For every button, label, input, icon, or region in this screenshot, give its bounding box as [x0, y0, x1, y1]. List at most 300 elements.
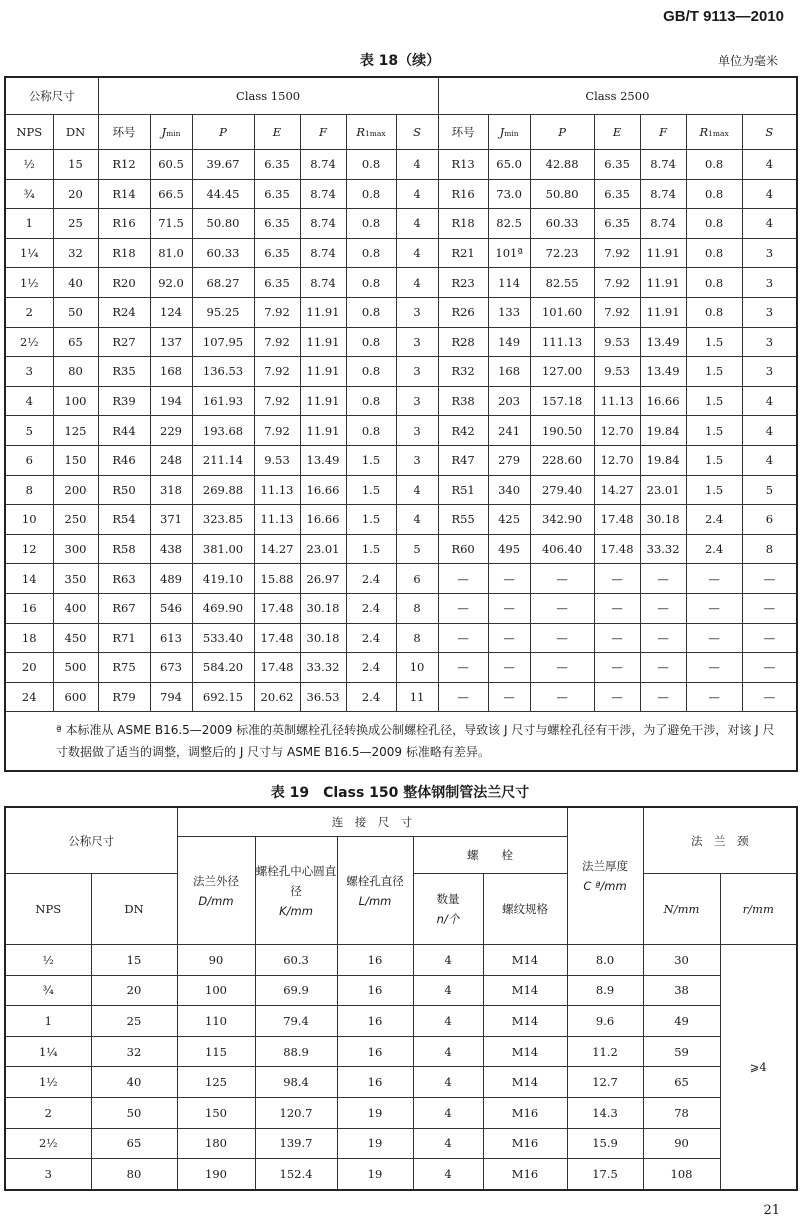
table-cell: 20 — [5, 653, 53, 683]
table-cell: 59 — [643, 1036, 720, 1067]
table-cell: 6 — [5, 445, 53, 475]
table-cell: 7.92 — [254, 297, 300, 327]
table-cell: 533.40 — [192, 623, 254, 653]
table-cell: 1.5 — [686, 475, 742, 505]
table-cell: 0.8 — [686, 238, 742, 268]
p-header: P — [192, 115, 254, 150]
table-cell: 4 — [396, 179, 438, 209]
table-cell: 16.66 — [640, 386, 686, 416]
table-cell: 15.9 — [567, 1128, 643, 1159]
table-cell: 80 — [53, 357, 98, 387]
table-cell: — — [640, 593, 686, 623]
neck-n-header: N/mm — [643, 874, 720, 945]
table-cell: 25 — [53, 209, 98, 239]
table-cell: 12 — [5, 534, 53, 564]
table-cell: 350 — [53, 564, 98, 594]
table-cell: 6.35 — [254, 238, 300, 268]
table-cell: — — [438, 653, 488, 683]
table-cell: 42.88 — [530, 150, 594, 180]
table-cell: ¾ — [5, 179, 53, 209]
table-cell: 23.01 — [300, 534, 346, 564]
column-header-row — [5, 115, 797, 150]
table-cell: 5 — [742, 475, 797, 505]
table-cell: 211.14 — [192, 445, 254, 475]
table-cell: 9.6 — [567, 1006, 643, 1037]
nps-header: NPS — [5, 115, 53, 150]
table-cell: 300 — [53, 534, 98, 564]
table-cell: 3 — [396, 445, 438, 475]
table-cell: 120.7 — [255, 1097, 337, 1128]
table-cell: R13 — [438, 150, 488, 180]
table-cell: 0.8 — [346, 357, 396, 387]
j-header: Jmin — [488, 115, 530, 150]
table-cell: R60 — [438, 534, 488, 564]
table-cell: 168 — [150, 357, 192, 387]
table-cell: 0.8 — [346, 386, 396, 416]
table-cell: 5 — [5, 416, 53, 446]
table-cell: 4 — [742, 209, 797, 239]
table-cell: 342.90 — [530, 505, 594, 535]
table-cell: 24 — [5, 682, 53, 712]
table-cell: 3 — [396, 297, 438, 327]
table-cell: 9.53 — [594, 357, 640, 387]
table-cell: 30.18 — [300, 593, 346, 623]
table-cell: 80 — [91, 1159, 177, 1190]
table-cell: 0.8 — [346, 327, 396, 357]
table-cell: 450 — [53, 623, 98, 653]
table-cell: 546 — [150, 593, 192, 623]
table-cell: 30.18 — [300, 623, 346, 653]
table-cell: — — [594, 593, 640, 623]
flange-thickness-header: 法兰厚度 C ª/mm — [567, 807, 643, 945]
table-cell: R16 — [438, 179, 488, 209]
table-cell: 78 — [643, 1097, 720, 1128]
table-19 — [4, 806, 798, 1191]
table-cell: R39 — [98, 386, 150, 416]
table-row — [5, 445, 797, 475]
table-cell: 11 — [396, 682, 438, 712]
class-2500-header: Class 2500 — [438, 77, 797, 115]
table-cell: 1½ — [5, 268, 53, 298]
table-cell: 2½ — [5, 327, 53, 357]
table-cell: — — [594, 653, 640, 683]
table-cell: — — [640, 623, 686, 653]
table-cell: 92.0 — [150, 268, 192, 298]
table-cell: R55 — [438, 505, 488, 535]
table-cell: 139.7 — [255, 1128, 337, 1159]
table-cell: 4 — [742, 445, 797, 475]
table-cell: M14 — [483, 975, 567, 1006]
table-cell: 30.18 — [640, 505, 686, 535]
table-cell: 69.9 — [255, 975, 337, 1006]
table-cell: 65 — [643, 1067, 720, 1098]
table-cell: 4 — [396, 209, 438, 239]
table-cell: 0.8 — [346, 416, 396, 446]
table-cell: 15.88 — [254, 564, 300, 594]
table-cell: R23 — [438, 268, 488, 298]
j-header: Jmin — [150, 115, 192, 150]
table-cell: R35 — [98, 357, 150, 387]
table-cell: 14.3 — [567, 1097, 643, 1128]
table-cell: 500 — [53, 653, 98, 683]
table-cell: 4 — [396, 505, 438, 535]
table-row — [5, 564, 797, 594]
table-cell: 0.8 — [346, 297, 396, 327]
table-cell: 8.74 — [300, 209, 346, 239]
table-cell: 1.5 — [686, 416, 742, 446]
table-cell: 1.5 — [346, 505, 396, 535]
table-cell: 15 — [53, 150, 98, 180]
table-cell: 16 — [337, 1067, 413, 1098]
table-cell: 16 — [5, 593, 53, 623]
table-cell: 1.5 — [346, 445, 396, 475]
table-cell: 50 — [53, 297, 98, 327]
table-cell: 1¼ — [5, 238, 53, 268]
bolt-qty-header: 数量 n/个 — [413, 874, 483, 945]
table-cell: 111.13 — [530, 327, 594, 357]
table-cell: 7.92 — [594, 297, 640, 327]
table-cell: 14.27 — [594, 475, 640, 505]
flange-outer-dia-header: 法兰外径 D/mm — [177, 837, 255, 945]
table-cell: 110 — [177, 1006, 255, 1037]
table-cell: 16 — [337, 975, 413, 1006]
table-cell: 17.5 — [567, 1159, 643, 1190]
table-cell: R44 — [98, 416, 150, 446]
table-cell: M14 — [483, 945, 567, 976]
table-cell: 82.55 — [530, 268, 594, 298]
table-cell: 6 — [396, 564, 438, 594]
table-cell: 50.80 — [530, 179, 594, 209]
table-cell: 279.40 — [530, 475, 594, 505]
table-cell: R24 — [98, 297, 150, 327]
table-cell: 11.91 — [300, 297, 346, 327]
neck-r-header: r/mm — [720, 874, 797, 945]
table-cell: 12.7 — [567, 1067, 643, 1098]
table-cell: 7.92 — [254, 327, 300, 357]
class-1500-header: Class 1500 — [98, 77, 438, 115]
table-cell: 71.5 — [150, 209, 192, 239]
table-cell: 0.8 — [686, 209, 742, 239]
table-cell: 20.62 — [254, 682, 300, 712]
table-cell: — — [438, 564, 488, 594]
table-cell: 32 — [91, 1036, 177, 1067]
table-cell: 157.18 — [530, 386, 594, 416]
table-cell: 16 — [337, 1006, 413, 1037]
table-cell: 20 — [91, 975, 177, 1006]
table-cell: 6.35 — [594, 150, 640, 180]
table-cell: 72.23 — [530, 238, 594, 268]
table-cell: 4 — [413, 1128, 483, 1159]
table-cell: — — [438, 593, 488, 623]
table-cell: 613 — [150, 623, 192, 653]
bolt-hole-dia-header: 螺栓孔直径 L/mm — [337, 837, 413, 945]
table-cell: 8.0 — [567, 945, 643, 976]
table-cell: — — [742, 593, 797, 623]
table-cell: 381.00 — [192, 534, 254, 564]
table-cell: 4 — [413, 1006, 483, 1037]
table-cell: 6.35 — [254, 150, 300, 180]
table-cell: 6.35 — [594, 209, 640, 239]
table-cell: 108 — [643, 1159, 720, 1190]
table-cell: 19.84 — [640, 416, 686, 446]
table-cell: 3 — [742, 327, 797, 357]
table-row — [5, 1036, 797, 1067]
table-cell: 161.93 — [192, 386, 254, 416]
table-cell: 11.13 — [254, 475, 300, 505]
connection-size-header: 连 接 尺 寸 — [177, 807, 567, 837]
table-cell: 203 — [488, 386, 530, 416]
table-cell: 4 — [396, 268, 438, 298]
table-cell: R16 — [98, 209, 150, 239]
s-header: S — [396, 115, 438, 150]
table-cell: 4 — [413, 945, 483, 976]
table-cell: 2.4 — [346, 653, 396, 683]
table-cell: 8.74 — [300, 150, 346, 180]
table-cell: 2.4 — [346, 682, 396, 712]
table-cell: 107.95 — [192, 327, 254, 357]
table-row — [5, 593, 797, 623]
table-cell: 406.40 — [530, 534, 594, 564]
table-cell: R18 — [438, 209, 488, 239]
table-cell: — — [488, 623, 530, 653]
table-cell: 7.92 — [594, 238, 640, 268]
table-row — [5, 682, 797, 712]
table-cell: 19 — [337, 1159, 413, 1190]
table-cell: 4 — [742, 416, 797, 446]
bolt-circle-dia-header: 螺栓孔中心圆直径 K/mm — [255, 837, 337, 945]
table-cell: 90 — [177, 945, 255, 976]
page-number: 21 — [763, 1203, 780, 1218]
table-cell: 149 — [488, 327, 530, 357]
table-row — [5, 238, 797, 268]
table-cell: 3 — [742, 297, 797, 327]
dn-header: DN — [91, 874, 177, 945]
table-row — [5, 1097, 797, 1128]
table-cell: 100 — [53, 386, 98, 416]
table-cell: 60.5 — [150, 150, 192, 180]
table-cell: 5 — [396, 534, 438, 564]
table-cell: 3 — [396, 327, 438, 357]
table-cell: 1.5 — [346, 534, 396, 564]
table-cell: 2.4 — [346, 593, 396, 623]
table-cell: 8.74 — [300, 238, 346, 268]
table-cell: ½ — [5, 945, 91, 976]
bolt-thread-header: 螺纹规格 — [483, 874, 567, 945]
table-cell: 419.10 — [192, 564, 254, 594]
table-cell: 371 — [150, 505, 192, 535]
table-cell: R28 — [438, 327, 488, 357]
table-cell: 95.25 — [192, 297, 254, 327]
table-row — [5, 150, 797, 180]
table-cell: 100 — [177, 975, 255, 1006]
table-cell: 180 — [177, 1128, 255, 1159]
table-cell: M16 — [483, 1159, 567, 1190]
standard-code: GB/T 9113—2010 — [663, 8, 784, 25]
table-cell: 241 — [488, 416, 530, 446]
table-cell: 425 — [488, 505, 530, 535]
table-cell: 248 — [150, 445, 192, 475]
nominal-size-header: 公称尺寸 — [5, 77, 98, 115]
table-cell: 17.48 — [254, 593, 300, 623]
neck-r-value: ⩾4 — [720, 945, 797, 1190]
ring-header: 环号 — [438, 115, 488, 150]
table-cell: 4 — [396, 238, 438, 268]
table-cell: 6.35 — [594, 179, 640, 209]
table-cell: 101.60 — [530, 297, 594, 327]
table-cell: 0.8 — [686, 268, 742, 298]
table-cell: 7.92 — [254, 416, 300, 446]
table-cell: 4 — [413, 1097, 483, 1128]
table-row — [5, 1159, 797, 1190]
table-cell: 17.48 — [254, 623, 300, 653]
p-header: P — [530, 115, 594, 150]
table-cell: 17.48 — [594, 505, 640, 535]
table-row — [5, 534, 797, 564]
table-cell: — — [488, 682, 530, 712]
table-cell: 44.45 — [192, 179, 254, 209]
table-cell: — — [686, 564, 742, 594]
table-cell: 8.9 — [567, 975, 643, 1006]
table18-caption: 表 18（续） — [359, 53, 441, 69]
table-cell: 136.53 — [192, 357, 254, 387]
table-cell: R12 — [98, 150, 150, 180]
table-cell: 16.66 — [300, 475, 346, 505]
table-cell: 88.9 — [255, 1036, 337, 1067]
f-header: F — [300, 115, 346, 150]
table-row — [5, 975, 797, 1006]
table-cell: 8.74 — [300, 268, 346, 298]
table-cell: 65 — [53, 327, 98, 357]
table-cell: 60.33 — [530, 209, 594, 239]
table-cell: 60.3 — [255, 945, 337, 976]
table-cell: 40 — [53, 268, 98, 298]
table-cell: 152.4 — [255, 1159, 337, 1190]
table-cell: 2.4 — [686, 505, 742, 535]
table-cell: — — [742, 682, 797, 712]
table-cell: 11.91 — [300, 416, 346, 446]
e-header: E — [594, 115, 640, 150]
table-cell: R14 — [98, 179, 150, 209]
table-cell: — — [530, 682, 594, 712]
table-cell: 8.74 — [300, 179, 346, 209]
table-cell: 68.27 — [192, 268, 254, 298]
table-cell: 3 — [742, 357, 797, 387]
table-cell: 3 — [742, 238, 797, 268]
table-cell: — — [742, 623, 797, 653]
table-cell: 81.0 — [150, 238, 192, 268]
table-cell: — — [686, 653, 742, 683]
table-cell: 190 — [177, 1159, 255, 1190]
table-cell: 82.5 — [488, 209, 530, 239]
table-row — [5, 475, 797, 505]
table-cell: R42 — [438, 416, 488, 446]
table-cell: 1.5 — [346, 475, 396, 505]
table-cell: 794 — [150, 682, 192, 712]
table-cell: 193.68 — [192, 416, 254, 446]
nominal-size-header: 公称尺寸 — [5, 807, 177, 874]
dn-header: DN — [53, 115, 98, 150]
table-cell: — — [640, 682, 686, 712]
table-cell: 16.66 — [300, 505, 346, 535]
table-cell: R79 — [98, 682, 150, 712]
table-cell: 4 — [413, 1067, 483, 1098]
r-header: R1max — [686, 115, 742, 150]
table-cell: 15 — [91, 945, 177, 976]
table-row — [5, 297, 797, 327]
table-row — [5, 416, 797, 446]
table-cell: R27 — [98, 327, 150, 357]
table-cell: R18 — [98, 238, 150, 268]
table-cell: 32 — [53, 238, 98, 268]
bolt-header: 螺 栓 — [413, 837, 567, 874]
table-cell: M14 — [483, 1067, 567, 1098]
table-cell: R26 — [438, 297, 488, 327]
table-cell: 98.4 — [255, 1067, 337, 1098]
table-row — [5, 653, 797, 683]
unit-note: 单位为毫米 — [717, 54, 778, 68]
table-cell: 19 — [337, 1128, 413, 1159]
table-cell: 2 — [5, 297, 53, 327]
table-cell: 13.49 — [640, 357, 686, 387]
table-cell: 8 — [5, 475, 53, 505]
table-cell: — — [742, 653, 797, 683]
table-cell: ½ — [5, 150, 53, 180]
table-cell: 65 — [91, 1128, 177, 1159]
table-cell: 1¼ — [5, 1036, 91, 1067]
table-cell: 673 — [150, 653, 192, 683]
table-cell: 25 — [91, 1006, 177, 1037]
table-cell: 125 — [177, 1067, 255, 1098]
table-cell: — — [686, 593, 742, 623]
table-cell: 4 — [396, 150, 438, 180]
table-cell: 8 — [396, 623, 438, 653]
table-cell: 19 — [337, 1097, 413, 1128]
table-cell: 4 — [5, 386, 53, 416]
table-cell: 340 — [488, 475, 530, 505]
table-cell: 7.92 — [254, 386, 300, 416]
table-cell: 9.53 — [254, 445, 300, 475]
table-cell: 4 — [413, 975, 483, 1006]
table-row — [5, 623, 797, 653]
table-cell: 194 — [150, 386, 192, 416]
table-cell: 3 — [5, 1159, 91, 1190]
table-cell: 323.85 — [192, 505, 254, 535]
table-cell: 50 — [91, 1097, 177, 1128]
table-cell: R58 — [98, 534, 150, 564]
table-cell: M16 — [483, 1097, 567, 1128]
table-cell: 114 — [488, 268, 530, 298]
table-cell: M16 — [483, 1128, 567, 1159]
table-cell: 33.32 — [640, 534, 686, 564]
table-cell: R67 — [98, 593, 150, 623]
table-cell: 6.35 — [254, 209, 300, 239]
table-cell: — — [686, 623, 742, 653]
table-cell: 33.32 — [300, 653, 346, 683]
table-cell: 4 — [742, 150, 797, 180]
table-cell: 4 — [742, 386, 797, 416]
table-cell: 10 — [396, 653, 438, 683]
table-cell: 11.91 — [640, 268, 686, 298]
table-cell: 600 — [53, 682, 98, 712]
table-cell: ¾ — [5, 975, 91, 1006]
table-cell: 3 — [396, 386, 438, 416]
table-cell: 101ª — [488, 238, 530, 268]
table-cell: 26.97 — [300, 564, 346, 594]
table-cell: 11.2 — [567, 1036, 643, 1067]
table-cell: 36.53 — [300, 682, 346, 712]
table-cell: 150 — [177, 1097, 255, 1128]
table-cell: 10 — [5, 505, 53, 535]
